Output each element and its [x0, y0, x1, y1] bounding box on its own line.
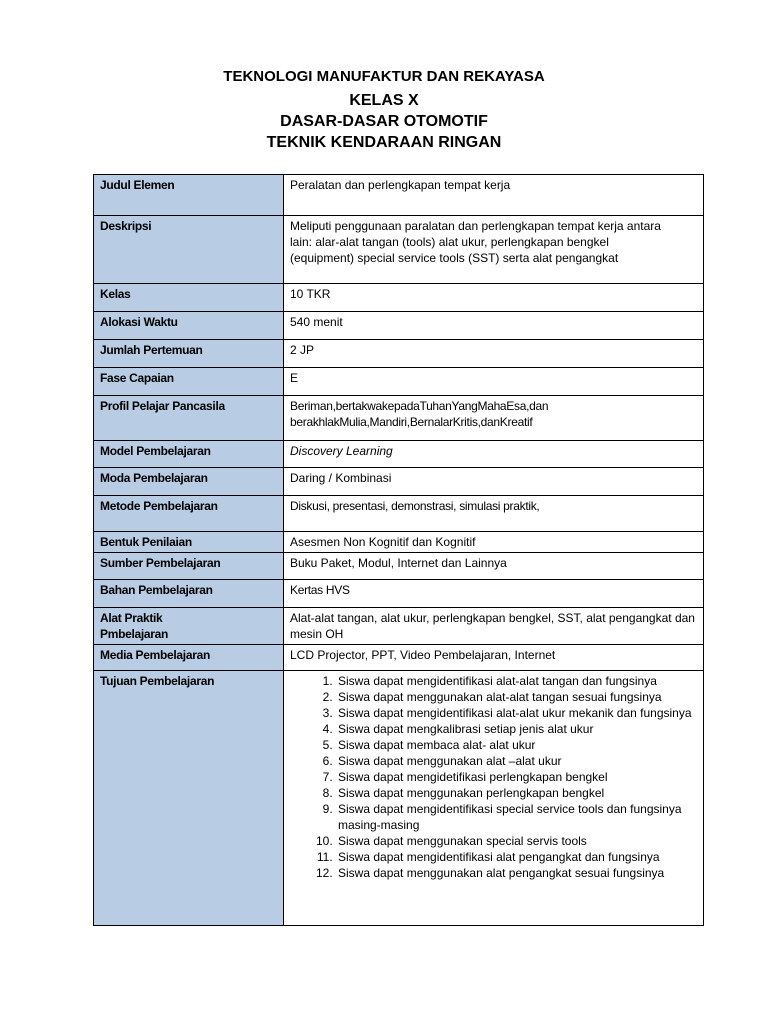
list-item: 8. Siswa dapat menggunakan perlengkapan bengkel: [336, 785, 698, 801]
row-label: Media Pembelajaran: [94, 645, 284, 671]
row-value: 540 menit: [284, 312, 704, 340]
row-value: Diskusi, presentasi, demonstrasi, simulasi praktik,: [284, 496, 704, 532]
row-label: Model Pembelajaran: [94, 441, 284, 468]
info-table: [93, 174, 704, 926]
list-item: 1. Siswa dapat mengidentifikasi alat-alat tangan dan fungsinya: [336, 673, 698, 689]
subject-heading: DASAR-DASAR OTOMOTIF: [280, 113, 488, 130]
table-row: [94, 468, 704, 496]
row-label: Alokasi Waktu: [94, 312, 284, 340]
row-label: Moda Pembelajaran: [94, 468, 284, 496]
row-value: [284, 671, 704, 926]
list-item: 3. Siswa dapat mengidentifikasi alat-alat ukur mekanik dan fungsinya: [336, 705, 698, 721]
row-label: Kelas: [94, 284, 284, 312]
list-item: 5. Siswa dapat membaca alat- alat ukur: [336, 737, 698, 753]
list-item: 10. Siswa dapat menggunakan special servis tools: [336, 833, 698, 849]
row-label: Sumber Pembelajaran: [94, 553, 284, 580]
row-value: Kertas HVS: [284, 580, 704, 608]
row-value: Buku Paket, Modul, Internet dan Lainnya: [284, 553, 704, 580]
list-item: 4. Siswa dapat mengkalibrasi setiap jenis alat ukur: [336, 721, 698, 737]
row-value: Discovery Learning: [284, 441, 704, 468]
row-label: Judul Elemen: [94, 175, 284, 216]
table-row: [94, 608, 704, 645]
table-row: [94, 396, 704, 441]
table-row: [94, 645, 704, 671]
row-value: LCD Projector, PPT, Video Pembelajaran, Internet: [284, 645, 704, 671]
row-value: Asesmen Non Kognitif dan Kognitif: [284, 532, 704, 553]
row-label: Profil Pelajar Pancasila: [94, 396, 284, 441]
list-item: 12. Siswa dapat menggunakan alat pengangkat sesuai fungsinya: [336, 865, 698, 881]
list-item: 9. Siswa dapat mengidentifikasi special service tools dan fungsinya masing-masing: [336, 801, 698, 833]
list-item: 7. Siswa dapat mengidetifikasi perlengkapan bengkel: [336, 769, 698, 785]
row-value: Alat-alat tangan, alat ukur, perlengkapan bengkel, SST, alat pengangkat dan mesin OH: [284, 608, 704, 645]
row-value: Daring / Kombinasi: [284, 468, 704, 496]
row-label: Bahan Pembelajaran: [94, 580, 284, 608]
list-item: 11. Siswa dapat mengidentifikasi alat pengangkat dan fungsinya: [336, 849, 698, 865]
row-label: Alat Praktik Pmbelajaran: [94, 608, 284, 645]
list-item: 6. Siswa dapat menggunakan alat –alat ukur: [336, 753, 698, 769]
doc-title: TEKNOLOGI MANUFAKTUR DAN REKAYASA: [223, 68, 545, 85]
row-value: Beriman,bertakwakepadaTuhanYangMahaEsa,dan berakhlakMulia,Mandiri,BernalarKritis,danKreatif: [284, 396, 704, 441]
row-label: Jumlah Pertemuan: [94, 340, 284, 368]
row-label: Fase Capaian: [94, 368, 284, 396]
table-row: [94, 175, 704, 216]
table-row: [94, 553, 704, 580]
table-row: [94, 441, 704, 468]
table-row: [94, 340, 704, 368]
class-heading: KELAS X: [349, 92, 419, 109]
row-label: Deskripsi: [94, 216, 284, 284]
table-row: [94, 671, 704, 926]
table-row: [94, 284, 704, 312]
table-row: [94, 216, 704, 284]
goals-list: [290, 673, 698, 881]
row-label: Bentuk Penilaian: [94, 532, 284, 553]
row-label: Metode Pembelajaran: [94, 496, 284, 532]
table-row: [94, 496, 704, 532]
table-row: [94, 368, 704, 396]
row-value: Peralatan dan perlengkapan tempat kerja: [284, 175, 704, 216]
table-row: [94, 312, 704, 340]
program-heading: TEKNIK KENDARAAN RINGAN: [266, 134, 502, 151]
row-value: E: [284, 368, 704, 396]
row-value: 2 JP: [284, 340, 704, 368]
row-value: 10 TKR: [284, 284, 704, 312]
table-row: [94, 580, 704, 608]
list-item: 2. Siswa dapat menggunakan alat-alat tangan sesuai fungsinya: [336, 689, 698, 705]
row-label: Tujuan Pembelajaran: [94, 671, 284, 926]
table-row: [94, 532, 704, 553]
row-value: Meliputi penggunaan paralatan dan perlengkapan tempat kerja antara lain: alar-alat tangan (tools) alat ukur, perlengkapan bengkel (equipment) special service tools (SST) serta alat pengangkat: [284, 216, 704, 284]
